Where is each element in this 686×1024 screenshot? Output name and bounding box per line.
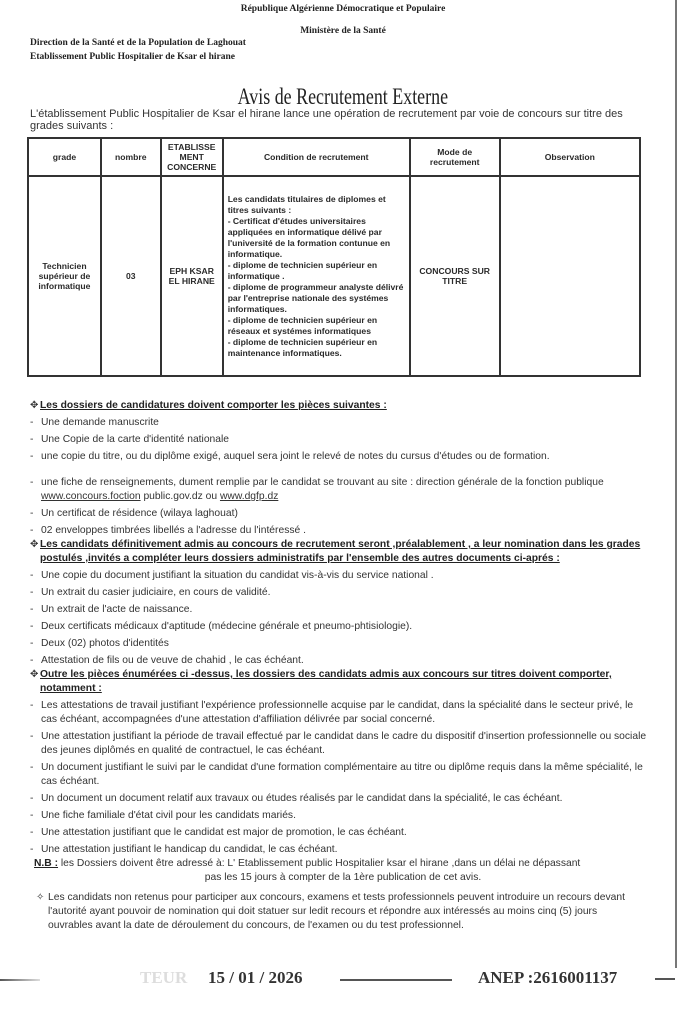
list-item: - une fiche de renseignements, dument remplie par le candidat se trouvant au site : direction générale de la fonction publique www.concours.foction public.gov.dz ou www.dgfp.dz <box>30 477 604 502</box>
footer-date: 15 / 01 / 2026 <box>208 968 303 987</box>
cell-nombre: 03 <box>101 176 161 376</box>
diamond-bullet-icon: ✥ <box>30 539 39 550</box>
republic-header: République Algérienne Démocratique et Populaire <box>240 4 446 14</box>
footer-faded-text: TEUR <box>140 968 188 987</box>
condition-line: - diplome de programmeur analyste délivré par l'entreprise nationale des systémes informatiques. <box>227 281 404 314</box>
list-item: - Une attestation justifiant la période de travail effectué par le candidat dans le cadre du dispositif d'insertion professionnelle ou sociale des jeunes diplômés en qualité de contractuel, le cas échéant. <box>30 731 647 756</box>
table-row <box>28 176 640 376</box>
col-condition: Condition de recrutement <box>223 138 410 176</box>
cell-etablissement: EPH KSAR EL HIRANE <box>161 176 223 376</box>
col-nombre: nombre <box>101 138 161 176</box>
list-item: - Les attestations de travail justifiant l'expérience professionnelle acquise par le candidat, dans la spécialité dans le secteur privé, le cas échéant, accompagnées d'une attestation d'affiliation délivrée par social concerné. <box>30 700 634 725</box>
list-item: - Un extrait de l'acte de naissance. <box>30 604 193 615</box>
list-item-text: Une fiche familiale d'état civil pour les candidats mariés. <box>41 810 296 821</box>
condition-line: Les candidats titulaires de diplomes et titres suivants : <box>227 193 386 215</box>
list-item-text: Un extrait de l'acte de naissance. <box>41 604 193 615</box>
footer-anep: ANEP :2616001137 <box>478 968 618 987</box>
list-item: - Une attestation justifiant que le candidat est major de promotion, le cas échéant. <box>30 827 407 838</box>
diamond-bullet-icon: ✧ <box>36 892 45 903</box>
concours-link[interactable]: www.concours.foction <box>41 491 141 502</box>
direction-header: Direction de la Santé et de la Population de Laghouat <box>30 38 246 48</box>
intro-text: L'établissement Public Hospitalier de Ksar el hirane lance une opération de recrutement par voie de concours sur titre des grades suivants : <box>30 108 623 132</box>
list-item-text: Une demande manuscrite <box>41 417 159 428</box>
section2-heading-text: Les candidats définitivement admis au concours de recrutement seront ,préalablement , a leur nomination dans les grades postulés ,invités a compléter leurs dossiers administratifs par l'ensemble des autres documents ci-aprés : <box>40 539 641 564</box>
cell-condition <box>223 176 410 376</box>
page-title-text: Avis de Recrutement Externe <box>237 84 449 109</box>
section3-heading <box>30 668 650 696</box>
condition-line: - Certificat d'études universitaires appliquées en informatique délivé par l'université de la formation contunue en informatique. <box>227 215 391 259</box>
list-item-text: Une attestation justifiant le handicap du candidat, le cas échéant. <box>41 844 338 855</box>
dgfp-link[interactable]: www.dgfp.dz <box>219 491 279 502</box>
list-item-text: Une copie du document justifiant la situation du candidat vis-à-vis du service national . <box>41 570 434 581</box>
list-item-text: Attestation de fils ou de veuve de chahid , le cas échéant. <box>41 655 304 666</box>
list-item-text: Une attestation justifiant la période de travail effectué par le candidat dans le cadre du dispositif d'insertion professionnelle ou sociale des jeunes diplômés en qualité de contractuel, le cas échéant. <box>41 731 647 756</box>
list-item-text: Deux (02) photos d'identités <box>41 638 169 649</box>
list-item: - Un certificat de résidence (wilaya laghouat) <box>30 508 238 519</box>
list-item-text: 02 enveloppes timbrées libellés a l'adresse du l'intéressé . <box>41 525 306 536</box>
list-item-text: une fiche de renseignements, dument remplie par le candidat se trouvant au site : direction générale de la fonction publique <box>41 477 604 488</box>
footer-line-mid <box>340 979 452 981</box>
nb-label: N.B : <box>34 858 59 869</box>
section1-heading-text: Les dossiers de candidatures doivent comporter les pièces suivantes : <box>40 400 387 411</box>
list-item: - Attestation de fils ou de veuve de chahid , le cas échéant. <box>30 655 304 666</box>
diamond-bullet-icon: ✥ <box>30 400 39 411</box>
cell-mode: CONCOURS SUR TITRE <box>410 176 500 376</box>
list-item-text: Une attestation justifiant que le candidat est major de promotion, le cas échéant. <box>41 827 407 838</box>
table-header-row <box>28 138 640 176</box>
list-item: - 02 enveloppes timbrées libellés a l'adresse du l'intéressé . <box>30 525 306 536</box>
list-item: - Un extrait du casier judiciaire, en cours de validité. <box>30 587 271 598</box>
col-grade: grade <box>28 138 101 176</box>
list-item-text: Un document justifiant le suivi par le candidat d'une formation complémentaire au titre ou diplôme requis dans la même spécialité, le cas échéant. <box>41 762 643 787</box>
list-item-text: une copie du titre, ou du diplôme exigé, auquel sera joint le relevé de notes du cursus d'études ou de formation. <box>41 451 550 462</box>
condition-line: - diplome de technicien supérieur en informatique . <box>227 259 378 281</box>
nb-text: les Dossiers doivent être adressé à: L' Etablissement public Hospitalier ksar el hirane ,dans un délai ne dépassant <box>58 858 581 869</box>
page-title <box>0 84 686 110</box>
page-right-border <box>675 0 677 968</box>
section2-heading <box>30 538 650 566</box>
list-item-text: Un document un document relatif aux travaux ou études réalisés par le candidat dans la spécialité, le cas échéant. <box>41 793 563 804</box>
cell-grade: Technicien supérieur de informatique <box>28 176 101 376</box>
condition-line: - diplome de technicien supérieur en maintenance informatiques. <box>227 336 378 358</box>
list-item-text: Un certificat de résidence (wilaya laghouat) <box>41 508 238 519</box>
establishment-header: Etablissement Public Hospitalier de Ksar el hirane <box>30 52 235 62</box>
footer-line-left <box>0 979 40 981</box>
list-item: - Une fiche familiale d'état civil pour les candidats mariés. <box>30 810 296 821</box>
nb-note <box>34 857 652 871</box>
list-item: - Un document un document relatif aux travaux ou études réalisés par le candidat dans la spécialité, le cas échéant. <box>30 793 563 804</box>
section3-heading-text: Outre les pièces énumérées ci -dessus, les dossiers des candidats admis aux concours sur titres doivent comporter, notamment : <box>40 669 612 694</box>
col-etablissement: ETABLISSE MENT CONCERNE <box>161 138 223 176</box>
recours-text: Les candidats non retenus pour participer aux concours, examens et tests professionnels peuvent introduire un recours devant l'autorité ayant pouvoir de nomination qui doit statuer sur ledit recours et répondre aux intéressés au moins cinq (5) jours ouvrables avant la date de déroulement du concours, de l'examen ou du test professionnel. <box>48 892 625 931</box>
document-body <box>27 137 652 933</box>
nb-note-line2: pas les 15 jours à compter de la 1ère publication de cet avis. <box>204 872 482 883</box>
list-item: - une copie du titre, ou du diplôme exigé, auquel sera joint le relevé de notes du cursus d'études ou de formation. <box>30 451 550 462</box>
list-item: - Un document justifiant le suivi par le candidat d'une formation complémentaire au titre ou diplôme requis dans la même spécialité, le cas échéant. <box>30 762 643 787</box>
list-item-text: Une Copie de la carte d'identité nationale <box>41 434 230 445</box>
section1-heading <box>30 399 650 413</box>
cell-observation <box>500 176 640 376</box>
list-item-text: Un extrait du casier judiciaire, en cours de validité. <box>41 587 271 598</box>
list-item: - Une Copie de la carte d'identité nationale <box>30 434 230 445</box>
list-item: - Deux certificats médicaux d'aptitude (médecine générale et pneumo-phtisiologie). <box>30 621 413 632</box>
footer-line-right <box>655 978 675 980</box>
list-item-text: Les attestations de travail justifiant l'expérience professionnelle acquise par le candidat, dans la spécialité dans le secteur privé, le cas échéant, accompagnées d'une attestation d'affiliation délivrée par social concerné. <box>41 700 634 725</box>
diamond-bullet-icon: ✥ <box>30 669 39 680</box>
ministry-header: Ministère de la Santé <box>300 26 386 36</box>
list-item: - Une copie du document justifiant la situation du candidat vis-à-vis du service national . <box>30 570 434 581</box>
list-item: - Deux (02) photos d'identités <box>30 638 169 649</box>
recruitment-table <box>27 137 641 377</box>
list-item: - Une attestation justifiant le handicap du candidat, le cas échéant. <box>30 844 338 855</box>
list-item: - Une demande manuscrite <box>30 417 159 428</box>
link-separator-text: public.gov.dz ou <box>140 491 220 502</box>
col-observation: Observation <box>500 138 640 176</box>
col-mode: Mode de recrutement <box>410 138 500 176</box>
recours-note <box>36 891 632 933</box>
list-item-text: Deux certificats médicaux d'aptitude (médecine générale et pneumo-phtisiologie). <box>41 621 413 632</box>
condition-line: - diplome de technicien supérieur en réseaux et systémes informatiques <box>227 314 378 336</box>
